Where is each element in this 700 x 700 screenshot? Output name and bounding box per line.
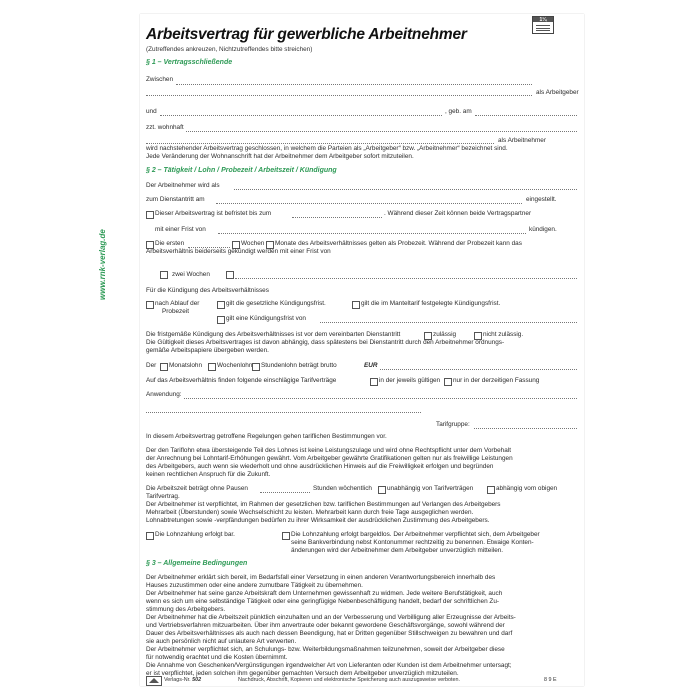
tarifvertrag-label: Tarifvertrag. <box>146 493 180 500</box>
gesetzliche-checkbox[interactable] <box>217 301 225 309</box>
frist-von-label: mit einer Frist von <box>155 226 206 233</box>
gesetzliche-label: gilt die gesetzliche Kündigungsfrist. <box>226 300 326 307</box>
monatslohn-label: Monatslohn <box>169 362 203 369</box>
website-url: www.rnk-verlag.de <box>98 229 107 300</box>
start-date-line[interactable] <box>216 203 522 204</box>
als-arbeitgeber-label: als Arbeitgeber <box>536 89 579 96</box>
publisher-logo: 1¼ <box>532 16 554 34</box>
s3-p2b: wenn es sich um eine selbständige Tätigkeit oder eine geringfügige Nebenbeschäftigung handelt, bedarf der schriftlichen Zu- <box>146 598 500 605</box>
gueltigkeit-label-2: gemäße Arbeitspapiere übergeben werden. <box>146 347 269 354</box>
abhaengig-label: abhängig vom obigen <box>496 485 558 492</box>
probezeit-label: Probezeit <box>162 308 189 315</box>
probezeit-frist-checkbox[interactable] <box>226 271 234 279</box>
probezeit-frist-line[interactable] <box>235 278 577 279</box>
eur-label: EUR <box>364 362 378 369</box>
derzeitigen-label: nur in der derzeitigen Fassung <box>453 377 540 384</box>
monate-label-2: Arbeitsverhältnis beiderseits gekündigt werden mit einer Frist von <box>146 248 331 255</box>
ueberstunden-3: Lohnabtretungen sowie -verpfändungen bedürfen zu ihrer Wirksamkeit der ausdrücklichen Zustimmung des Arbeitgebers. <box>146 517 490 524</box>
tarifgruppe-line[interactable] <box>474 428 577 429</box>
tarif-para-3: des Arbeitgebers, auch wenn sie wiederholt und ohne ausdrücklichen Hinweis auf die Freiwilligkeit erfolgen und begründen <box>146 463 494 470</box>
anwendung-label: Anwendung: <box>146 391 182 398</box>
contract-page <box>140 14 584 686</box>
nach-ablauf-label: nach Ablauf der <box>155 300 200 307</box>
die-ersten-label: Die ersten <box>155 240 185 247</box>
nach-ablauf-checkbox[interactable] <box>146 301 154 309</box>
zwei-wochen-checkbox[interactable] <box>160 271 168 279</box>
position-line[interactable] <box>234 189 577 190</box>
jeweils-label: in der jeweils gültigen <box>379 377 441 384</box>
tarif-para-2: der Anrechnung bei Lohntarif-Erhöhungen gewährt. Vom Arbeitgeber gewährte Gratifikationen gelten nur als freiwillige Leistungen <box>146 455 513 462</box>
bargeldlos-1: Die Lohnzahlung erfolgt bargeldlos. Der Arbeitnehmer verpflichtet sich, dem Arbeitgeber <box>291 531 540 538</box>
fuer-kuendigung-label: Für die Kündigung des Arbeitsverhältnisses <box>146 287 269 294</box>
section-3-heading: § 3 – Allgemeine Bedingungen <box>146 560 248 567</box>
eingestellt-label: eingestellt. <box>526 196 557 203</box>
manteltarif-label: gilt die im Manteltarif festgelegte Kündigungsfrist. <box>361 300 501 307</box>
footer-code: 8 9 E <box>544 677 557 683</box>
bargeldlos-3: änderungen wird der Arbeitnehmer dem Arbeitgeber unverzüglich mitteilen. <box>291 547 504 554</box>
wochenlohn-label: Wochenlohn <box>217 362 253 369</box>
s3-p5b: er ist verpflichtet, jeden solchen ihm gegenüber gemachten Versuch dem Arbeitgeber unverzüglich mitzuteilen. <box>146 670 459 677</box>
rnk-footer-logo <box>146 676 162 686</box>
arbeitszeit-line[interactable] <box>260 492 310 493</box>
monate-label: Monate des Arbeitsverhältnisses gelten als Probezeit. Während der Probezeit kann das <box>275 240 522 247</box>
lohn-amount-line[interactable] <box>380 369 577 370</box>
unabhaengig-label: unabhängig von Tarifverträgen <box>387 485 474 492</box>
befristet-label: Dieser Arbeitsvertrag ist befristet bis zum <box>155 210 272 217</box>
befristet-date-line[interactable] <box>292 217 382 218</box>
stundenlohn-label: Stundenlohn beträgt brutto <box>261 362 337 369</box>
stundenlohn-checkbox[interactable] <box>252 363 260 371</box>
page-subtitle: (Zutreffendes ankreuzen, Nichtzutreffendes bitte streichen) <box>146 46 313 53</box>
s3-p3b: und Vertriebsverfahren mitzuarbeiten. Über ihm anvertraute oder bekannt gewordene Geschäftsvorgänge, sowohl während der <box>146 622 505 629</box>
employer-name-line[interactable] <box>176 84 532 85</box>
tarif-para-4: keinen rechtlichen Anspruch für die Zukunft. <box>146 471 271 478</box>
residence-line[interactable] <box>186 131 577 132</box>
zwei-wochen-label: zwei Wochen <box>172 271 210 278</box>
stunden-label: Stunden wöchentlich <box>313 485 372 492</box>
dienstantritt-label: zum Dienstantritt am <box>146 196 205 203</box>
zulaessig-label: zulässig <box>433 331 457 338</box>
section-2-heading: § 2 – Tätigkeit / Lohn / Probezeit / Arbeitszeit / Kündigung <box>146 167 337 174</box>
wochenlohn-checkbox[interactable] <box>208 363 216 371</box>
anwendung-line[interactable] <box>184 398 577 399</box>
anwendung-line-2[interactable] <box>146 412 421 413</box>
bar-checkbox[interactable] <box>146 532 154 540</box>
und-label: und <box>146 108 157 115</box>
s3-p4a: Der Arbeitnehmer verpflichtet sich, an Schulungs- bzw. Weiterbildungsmaßnahmen teilzunehmen, soweit der Arbeitgeber diese <box>146 646 505 653</box>
abhaengig-checkbox[interactable] <box>487 486 495 494</box>
fristgemaess-label: Die fristgemäße Kündigung des Arbeitsverhältnisses ist vor dem vereinbarten Dienstantritt <box>146 331 401 338</box>
nicht-zulaessig-label: nicht zulässig. <box>483 331 524 338</box>
frist-line[interactable] <box>218 233 526 234</box>
geb-am-label: , geb. am <box>445 108 472 115</box>
als-arbeitnehmer-label: als Arbeitnehmer <box>498 137 546 144</box>
s3-p4b: für notwendig erachtet und die Kosten übernimmt. <box>146 654 288 661</box>
bargeldlos-checkbox[interactable] <box>282 532 290 540</box>
bargeldlos-2: seine Bankverbindung nebst Kontonummer rechtzeitig zu benennen. Etwaige Konten- <box>291 539 534 546</box>
s3-p1b: Hauses zuzustimmen oder eine andere zumutbare Tätigkeit zu übernehmen. <box>146 582 363 589</box>
eine-frist-label: gilt eine Kündigungsfrist von <box>226 315 306 322</box>
bar-label: Die Lohnzahlung erfolgt bar. <box>155 531 235 538</box>
section-1-heading: § 1 – Vertragsschließende <box>146 59 233 66</box>
s3-p2a: Der Arbeitnehmer hat seine ganze Arbeitskraft dem Unternehmen gewissenhaft zu widmen. Jede weitere Berufstätigkeit, auch <box>146 590 503 597</box>
tarif-para-1: Der den Tariflohn etwa übersteigende Teil des Lohnes ist keine Leistungszulage und wird ohne Rechtspflicht unter dem Vorbehalt <box>146 447 511 454</box>
manteltarif-checkbox[interactable] <box>352 301 360 309</box>
zwischen-label: Zwischen <box>146 76 173 83</box>
birthdate-line[interactable] <box>475 115 577 116</box>
befristet-label-2: . Während dieser Zeit können beide Vertragspartner <box>384 210 532 217</box>
eine-frist-line[interactable] <box>320 322 577 323</box>
s3-p2c: stimmung des Arbeitgebers. <box>146 606 226 613</box>
s3-p3d: sie auch persönlich nicht auf unlautere Art verwerten. <box>146 638 297 645</box>
footer-note: Nachdruck, Abschrift, Kopieren und elektronische Speicherung auch auszugsweise verboten. <box>238 677 461 683</box>
kuendigen-label: kündigen. <box>529 226 557 233</box>
wohnhaft-label: zzt. wohnhaft <box>146 124 184 131</box>
derzeitigen-checkbox[interactable] <box>444 378 452 386</box>
befristet-checkbox[interactable] <box>146 211 154 219</box>
eine-frist-checkbox[interactable] <box>217 316 225 324</box>
arbeitszeit-label: Die Arbeitszeit beträgt ohne Pausen <box>146 485 248 492</box>
s3-p1a: Der Arbeitnehmer erklärt sich bereit, im Bedarfsfall einer Versetzung in einen anderen Verantwortungsbereich innerhalb des <box>146 574 496 581</box>
ueberstunden-2: Mehrarbeit (Überstunden) sowie Wechselschicht zu leisten. Mehrarbeit kann durch freie Tage ausgeglichen werden. <box>146 509 474 516</box>
s3-p5a: Die Annahme von Geschenken/Vergünstigungen irgendwelcher Art von Lieferanten oder Kunden ist dem Arbeitnehmer untersagt; <box>146 662 512 669</box>
monatslohn-checkbox[interactable] <box>160 363 168 371</box>
s3-p3a: Der Arbeitnehmer hat die Arbeitszeit pünktlich einzuhalten und an der Verbesserung und Verbilligung aller Erzeugnisse der Arbeits- <box>146 614 516 621</box>
employee-name-line[interactable] <box>160 115 442 116</box>
ueberstunden-1: Der Arbeitnehmer ist verpflichtet, im Rahmen der gesetzlichen bzw. tariflichen Bestimmungen auf Verlangen des Arbeitgebers <box>146 501 501 508</box>
regelungen-label: In diesem Arbeitsvertrag getroffene Regelungen gehen tariflichen Bestimmungen vor. <box>146 433 387 440</box>
footer-verlag: Verlags-Nr. 502 <box>164 677 202 683</box>
wird-als-label: Der Arbeitnehmer wird als <box>146 182 220 189</box>
der-label: Der <box>146 362 157 369</box>
page-title: Arbeitsvertrag für gewerbliche Arbeitnehmer <box>146 26 467 43</box>
residence-line-2[interactable] <box>146 143 494 144</box>
unabhaengig-checkbox[interactable] <box>378 486 386 494</box>
s1-text-2: Jede Veränderung der Wohnanschrift hat der Arbeitnehmer dem Arbeitgeber sofort mitzuteilen. <box>146 153 414 160</box>
tarifgruppe-label: Tarifgruppe: <box>436 421 470 428</box>
tarif-label: Auf das Arbeitsverhältnis finden folgende einschlägige Tarifverträge <box>146 377 337 384</box>
jeweils-checkbox[interactable] <box>370 378 378 386</box>
s3-p3c: Dauer des Arbeitsverhältnisses als auch nach dessen Beendigung, hat er Dritten gegenüber Stillschweigen zu bewahren und darf <box>146 630 513 637</box>
gueltigkeit-label: Die Gültigkeit dieses Arbeitsvertrages ist davon abhängig, dass spätestens bei Dienstantritt durch den Arbeitnehmer ordnungs- <box>146 339 505 346</box>
employer-address-line[interactable] <box>146 95 532 96</box>
wochen-label: Wochen <box>241 240 265 247</box>
s1-text-1: wird nachstehender Arbeitsvertrag geschlossen, in welchem die Parteien als „Arbeitgeber“ bzw. „Arbeitnehmer“ bezeichnet sind. <box>146 145 508 152</box>
